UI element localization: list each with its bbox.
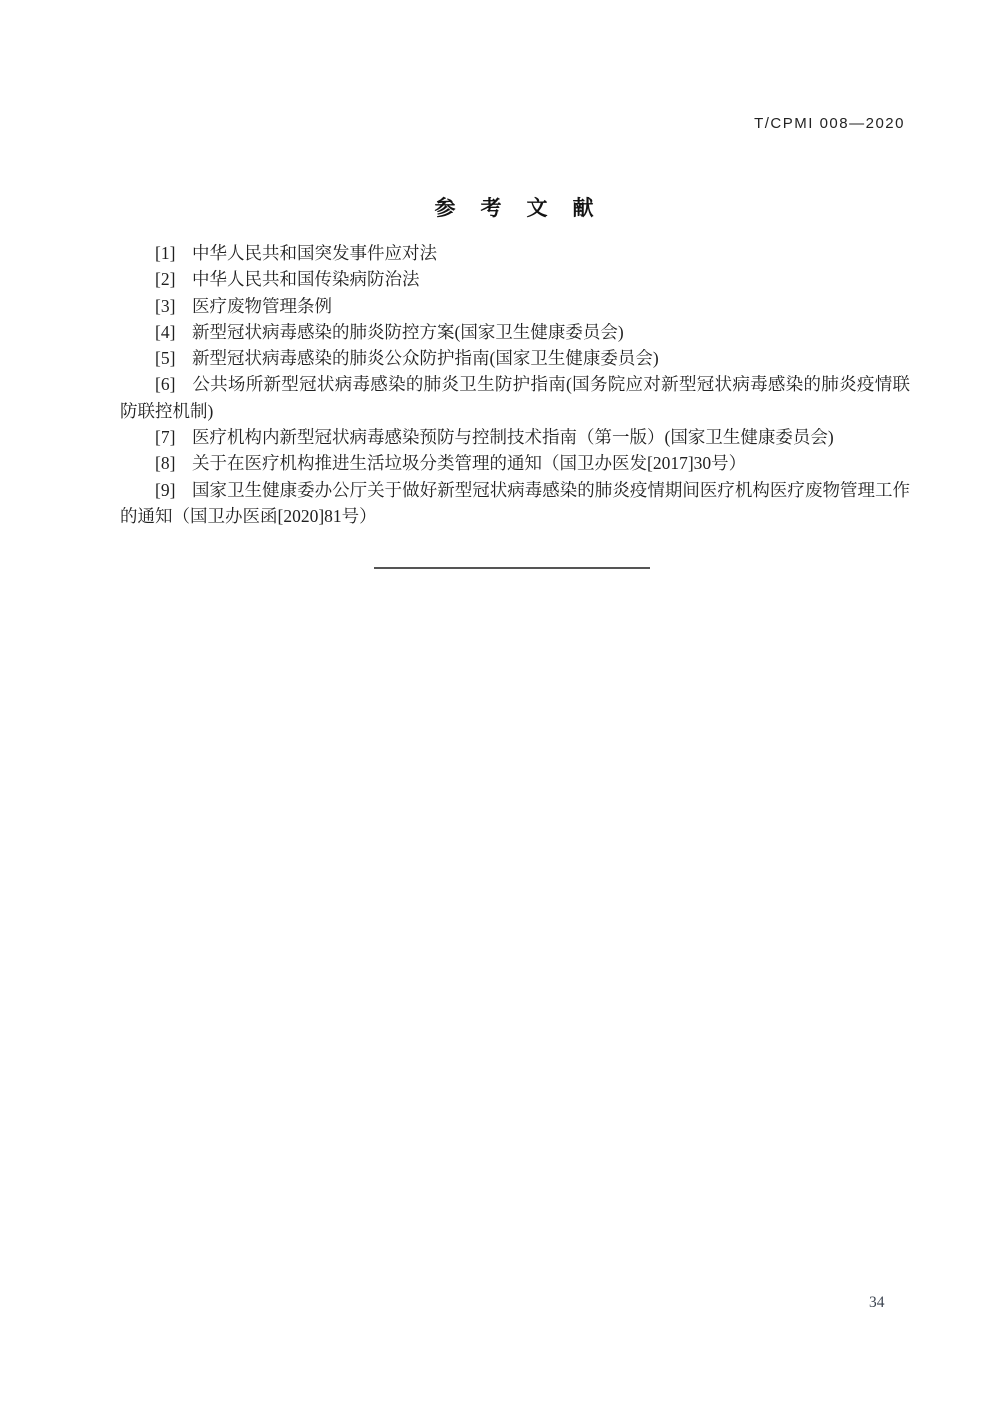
reference-text: 医疗废物管理条例 [192,295,333,316]
footer-separator-line [374,567,650,569]
reference-text: 国家卫生健康委办公厅关于做好新型冠状病毒感染的肺炎疫情期间医疗机构医疗废物管理工作的通知（国卫办医函[2020]81号） [120,479,910,526]
reference-item [120,477,910,530]
reference-text: 新型冠状病毒感染的肺炎公众防护指南(国家卫生健康委员会) [192,348,659,369]
reference-text: 中华人民共和国传染病防治法 [192,269,420,290]
reference-label: [9] [155,479,176,500]
reference-item [120,266,910,292]
reference-item [120,345,910,371]
reference-item [120,450,910,476]
page-number: 34 [869,1294,885,1311]
reference-item [120,319,910,345]
reference-label: [4] [155,321,176,342]
reference-item [120,424,910,450]
reference-label: [2] [155,269,176,290]
reference-text: 中华人民共和国突发事件应对法 [192,243,438,263]
page-title: 参 考 文 献 [434,196,596,220]
reference-label: [7] [155,427,176,448]
reference-text: 医疗机构内新型冠状病毒感染预防与控制技术指南（第一版）(国家卫生健康委员会) [192,427,834,448]
reference-label: [1] [155,243,176,263]
reference-label: [5] [155,348,176,369]
reference-item [120,371,910,424]
reference-text: 关于在医疗机构推进生活垃圾分类管理的通知（国卫办医发[2017]30号） [192,453,747,474]
reference-label: [6] [155,374,176,395]
reference-item [120,240,910,266]
reference-text: 新型冠状病毒感染的肺炎防控方案(国家卫生健康委员会) [192,321,624,342]
reference-label: [3] [155,295,176,316]
reference-label: [8] [155,453,176,474]
reference-item [120,293,910,319]
reference-list [120,240,910,529]
reference-text: 公共场所新型冠状病毒感染的肺炎卫生防护指南(国务院应对新型冠状病毒感染的肺炎疫情联防联控机制) [120,374,910,421]
standard-code-header: T/CPMI 008—2020 [754,115,905,132]
